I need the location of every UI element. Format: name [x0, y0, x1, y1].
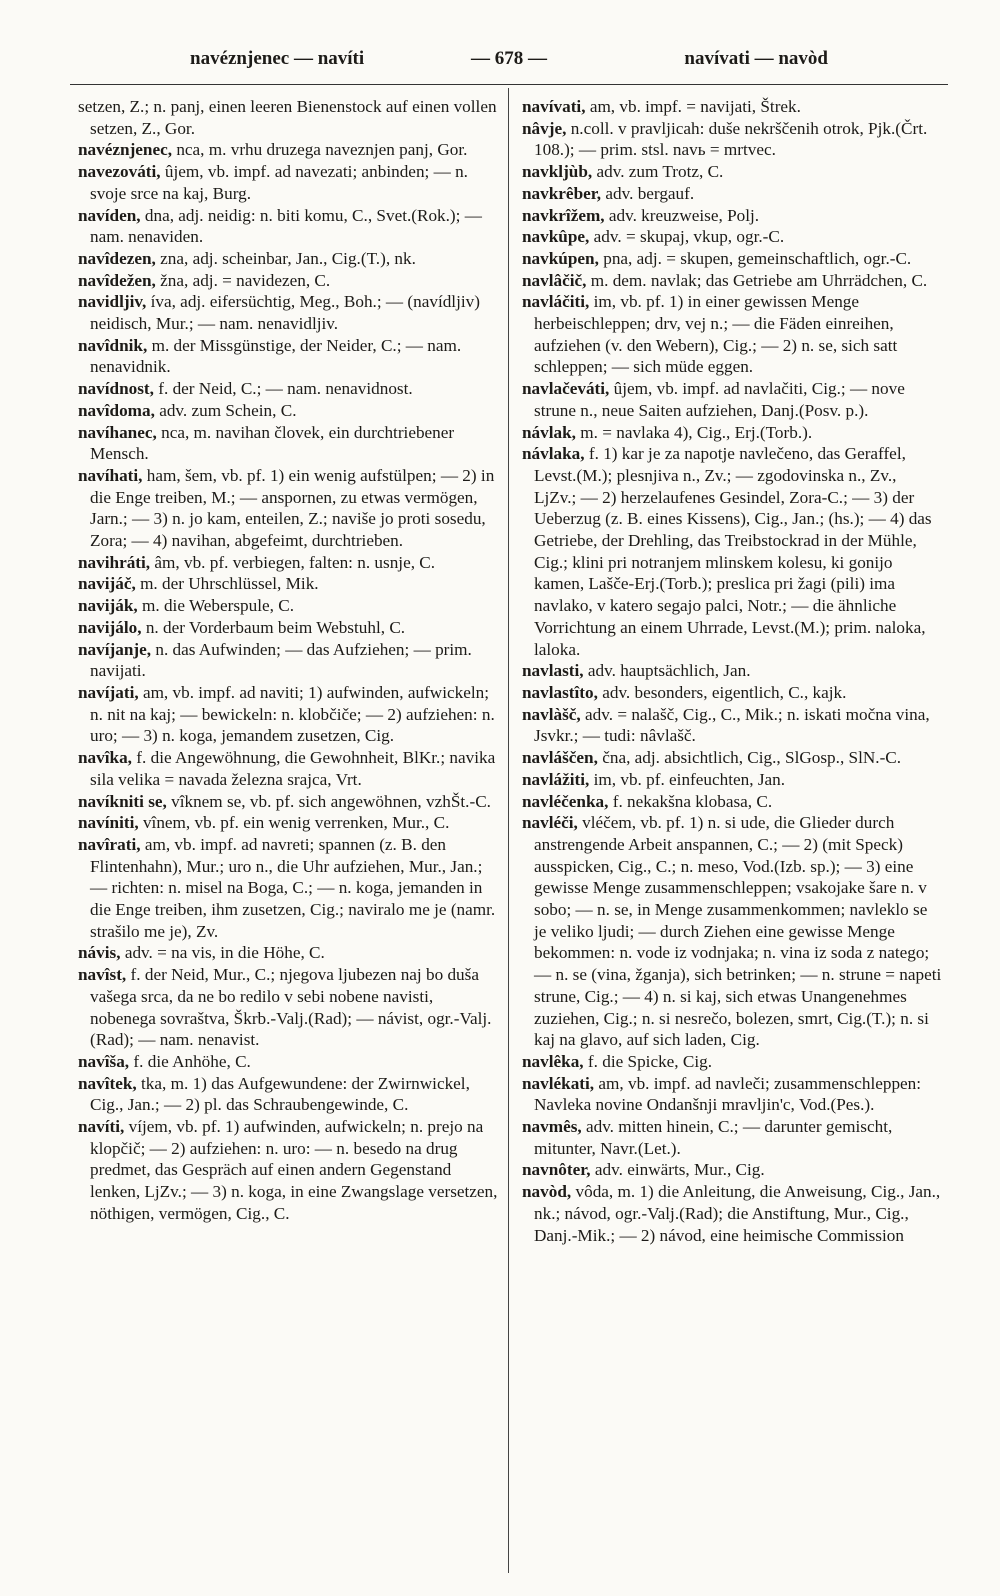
entry-headword: navíhati,	[78, 465, 143, 485]
dictionary-entry	[522, 443, 942, 660]
dictionary-entry	[522, 791, 942, 813]
dictionary-entry	[78, 791, 498, 813]
entry-headword: navkûpe,	[522, 227, 590, 247]
entry-definition: ham, šem, vb. pf. 1) ein wenig aufstülpen; — 2) in die Enge treiben, M.; — anspornen, zu etwas vermögen, Jarn.; — 3) n. jo kam, enteilen, Z.; naviše jo proti sosedu, Zora; — 4) navihan, abgefeimt, durchtrieben.	[90, 465, 495, 551]
dictionary-entry	[78, 400, 498, 422]
entry-definition: m. der Missgünstige, der Neider, C.; — nam. nenavidnik.	[90, 335, 462, 377]
dictionary-entry	[522, 96, 942, 118]
entry-definition: vôda, m. 1) die Anleitung, die Anweisung, Cig., Jan., nk.; návod, ogr.-Valj.(Rad); die Anstiftung, Mur., Cig., Danj.-Mik.; — 2) návod, eine heimische Commission	[534, 1182, 941, 1245]
entry-definition: vîknem se, vb. pf. sich angewöhnen, vzhŠt.-C.	[166, 791, 491, 811]
dictionary-entry	[78, 595, 498, 617]
entry-headword: navíden,	[78, 205, 141, 225]
entry-definition: f. 1) kar je za napotje navlečeno, das Geraffel, Levst.(M.); plesnjiva n., Zv.; — zgodovinska n., Zv., LjZv.; — 2) herzelaufenes Gesindel, Zora-C.; — 3) der Ueberzug (z. B. eines Kissens), Cig., Jan.; (hs.); — 4) das Getriebe, der Drehling, das Treibstockrad in der Mühle, Cig.; klini pri notranjem mlinskem kolesu, ki gonijo kamen, Lašče-Erj.(Torb.); preslica pri žagi (pili) ima navlako, v katero segajo palci, Notr.; — die ähnliche Vorrichtung an einem Uhrrade, Levst.(M.); prim. naloka, laloka.	[534, 444, 932, 659]
entry-definition: m. die Weberspule, C.	[137, 596, 295, 616]
entry-definition: adv. mitten hinein, C.; — darunter gemischt, mitunter, Navr.(Let.).	[534, 1117, 893, 1158]
entry-definition: im, vb. pf. 1) in einer gewissen Menge herbeischleppen; drv, vej n.; — die Fäden einreihen, aufziehen (v. den Webern), Cig.; — 2) n. se, sich satt schleppen; — sich müde eggen.	[534, 292, 898, 377]
entry-headword: návlak,	[522, 422, 576, 442]
entry-definition: m. der Uhrschlüssel, Mik.	[135, 574, 319, 594]
entry-headword: navîrati,	[78, 834, 141, 854]
dictionary-entry	[78, 1051, 498, 1073]
dictionary-entry	[522, 270, 942, 292]
dictionary-entry	[522, 161, 942, 183]
entry-definition: ûjem, vb. impf. ad navezati; anbinden; — n. svoje srce na kaj, Burg.	[90, 162, 468, 203]
entry-definition: adv. = na vis, in die Höhe, C.	[120, 943, 325, 963]
entry-headword: navîka,	[78, 748, 132, 768]
dictionary-entry	[78, 139, 498, 161]
entry-headword: navléči,	[522, 813, 578, 833]
dictionary-entry	[78, 617, 498, 639]
dictionary-entry	[522, 1051, 942, 1073]
entry-headword: navkrîžem,	[522, 205, 605, 225]
entry-headword: navlêka,	[522, 1051, 584, 1071]
entry-definition: pna, adj. = skupen, gemeinschaftlich, ogr.-C.	[598, 248, 912, 268]
dictionary-entry	[522, 682, 942, 704]
entry-definition: f. die Spicke, Cig.	[583, 1051, 713, 1071]
entry-definition: f. der Neid, Mur., C.; njegova ljubezen naj bo duša vašega srca, da ne bo redilo v sebi nobene navisti, nobenega sovraštva, Škrb.-Valj.(Rad); — návist, ogr.-Valj.(Rad); — nam. nenavist.	[90, 965, 492, 1050]
entry-headword: navòd,	[522, 1182, 572, 1202]
entry-definition: f. nekakšna klobasa, C.	[608, 791, 773, 811]
dictionary-entry	[522, 1181, 942, 1246]
dictionary-entry	[522, 118, 942, 161]
dictionary-entry	[522, 378, 942, 421]
entry-definition: ûjem, vb. impf. ad navlačiti, Cig.; — nove strune n., neue Saiten aufziehen, Danj.(Posv. p.).	[534, 379, 905, 420]
entry-definition: adv. = skupaj, vkup, ogr.-C.	[589, 227, 785, 247]
entry-headword: navíkniti se,	[78, 791, 167, 811]
entry-definition: adv. zum Schein, C.	[154, 400, 297, 420]
entry-definition: setzen, Z.; n. panj, einen leeren Bienenstock auf einen vollen setzen, Z., Gor.	[78, 97, 497, 138]
entry-headword: navîtek,	[78, 1073, 137, 1093]
entry-headword: navlačeváti,	[522, 379, 610, 399]
entry-definition: víjem, vb. pf. 1) aufwinden, aufwickeln; n. prejo na klopčič; — 2) aufziehen: n. uro: — n. besedo na drug predmet, das Gespräch auf einen andern Gegenstand lenken, LjZv.; — 3) n. koga, in eine Zwangslage versetzen, nöthigen, vermögen, Cig., C.	[90, 1117, 498, 1223]
entry-headword: navíhanec,	[78, 422, 157, 442]
entry-headword: naviják,	[78, 596, 138, 616]
dictionary-entry	[78, 378, 498, 400]
dictionary-entry	[78, 270, 498, 292]
entry-headword: navláščen,	[522, 748, 598, 768]
entry-headword: navîst,	[78, 965, 127, 985]
dictionary-entry	[522, 248, 942, 270]
entry-headword: navlastîto,	[522, 682, 598, 702]
entry-definition: adv. = nalašč, Cig., C., Mik.; n. iskati močna vina, Jsvkr.; — tudi: nâvlašč.	[534, 704, 930, 746]
dictionary-entry	[522, 704, 942, 747]
entry-definition: íva, adj. eifersüchtig, Meg., Boh.; — (navídljiv) neidisch, Mur.; — nam. nenavidljiv.	[90, 292, 480, 334]
entry-definition: tka, m. 1) das Aufgewundene: der Zwirnwickel, Cig., Jan.; — 2) pl. das Schraubengewinde, C.	[90, 1073, 470, 1115]
entry-headword: navijálo,	[78, 617, 142, 637]
dictionary-entry	[78, 942, 498, 964]
dictionary-entry	[78, 682, 498, 747]
header-rule	[70, 84, 948, 85]
entry-headword: navléčenka,	[522, 791, 609, 811]
entry-definition: čna, adj. absichtlich, Cig., SlGosp., SlN.-C.	[597, 748, 902, 768]
entry-definition: žna, adj. = navidezen, C.	[155, 270, 331, 290]
entry-definition: nca, m. navihan človek, ein durchtriebener Mensch.	[90, 422, 455, 464]
entry-headword: navlážiti,	[522, 769, 590, 789]
dictionary-entry	[522, 660, 942, 682]
entry-definition: n. das Aufwinden; — das Aufziehen; — prim. navijati.	[90, 639, 472, 681]
dictionary-entry	[78, 96, 498, 139]
header-right-guideword: navívati — navòd	[684, 48, 828, 69]
entry-headword: navîdežen,	[78, 270, 156, 290]
entry-headword: navihráti,	[78, 552, 151, 572]
entry-headword: navidljiv,	[78, 292, 147, 312]
dictionary-entry	[522, 1073, 942, 1116]
entry-definition: m. dem. navlak; das Getriebe am Uhrrädchen, C.	[586, 270, 928, 290]
dictionary-entry	[522, 1116, 942, 1159]
dictionary-entry	[78, 161, 498, 204]
entry-headword: navezováti,	[78, 162, 161, 182]
entry-definition: adv. bergauf.	[601, 183, 695, 203]
entry-headword: navíjanje,	[78, 639, 152, 659]
dictionary-entry	[78, 639, 498, 682]
dictionary-entry	[78, 573, 498, 595]
dictionary-entry	[78, 465, 498, 552]
dictionary-entry	[522, 769, 942, 791]
page-header	[70, 48, 948, 78]
entry-headword: návlaka,	[522, 444, 585, 464]
entry-headword: navîša,	[78, 1051, 130, 1071]
dictionary-entry	[78, 552, 498, 574]
entry-headword: navkrêber,	[522, 183, 602, 203]
entry-headword: návis,	[78, 943, 121, 963]
entry-definition: adv. hauptsächlich, Jan.	[583, 661, 751, 681]
entry-headword: navîdezen,	[78, 248, 156, 268]
entry-definition: nca, m. vrhu druzega naveznjen panj, Gor.	[172, 140, 468, 160]
entry-headword: navláčiti,	[522, 292, 590, 312]
entry-definition: im, vb. pf. einfeuchten, Jan.	[589, 769, 786, 789]
entry-headword: nâvje,	[522, 118, 567, 138]
entry-headword: navíti,	[78, 1117, 125, 1137]
entry-definition: am, vb. impf. ad naviti; 1) aufwinden, aufwickeln; n. nit na kaj; — bewickeln: n. klobčiče; — 2) aufziehen: n. uro; — 3) n. koga, jemandem zusetzen, Cig.	[90, 682, 495, 746]
entry-definition: adv. einwärts, Mur., Cig.	[590, 1160, 765, 1180]
entry-headword: navíjati,	[78, 682, 139, 702]
dictionary-entry	[78, 834, 498, 943]
dictionary-entry	[522, 1159, 942, 1181]
entry-definition: âm, vb. pf. verbiegen, falten: n. usnje, C.	[150, 552, 436, 572]
dictionary-entry	[522, 422, 942, 444]
entry-definition: dna, adj. neidig: n. biti komu, C., Svet.(Rok.); — nam. nenaviden.	[90, 205, 482, 247]
entry-definition: f. die Anhöhe, C.	[129, 1051, 251, 1071]
entry-definition: vléčem, vb. pf. 1) n. si ude, die Glieder durch anstrengende Arbeit anspannen, C.; — 2) (mit Speck) ausspicken, Cig., C.; n. meso, Vod.(Izb. sp.); — 3) eine gewisse Menge zusammenschleppen; vsakojake šare n. v sobo; — n. se, in Menge zusammenkommen; navleklo se je veliko ljudi; — durch Ziehen eine gewisse Menge bekommen: n. vode iz vodnjaka; n. vina iz soda z natego; — n. se (vina, žganja), sich betrinken; — n. strune = napeti strune, Cig.; — 4) n. si kaj, sich etwas Unangenehmes zuziehen, Cig.; n. si nesrečo, bolezen, smrt, Cig.(T.); n. si kaj na glavo, auf sich laden, Cig.	[534, 813, 942, 1050]
entry-definition: n. der Vorderbaum beim Webstuhl, C.	[141, 617, 406, 637]
entry-headword: navîdoma,	[78, 400, 155, 420]
entry-headword: navlékati,	[522, 1073, 595, 1093]
entry-headword: navlasti,	[522, 661, 584, 681]
entry-definition: f. der Neid, C.; — nam. nenavidnost.	[153, 379, 413, 399]
entry-definition: adv. zum Trotz, C.	[592, 162, 724, 182]
entry-definition: n.coll. v pravljicah: duše nekrščenih otrok, Pjk.(Črt. 108.); — prim. stsl. navь = mrtvec.	[534, 118, 928, 160]
entry-headword: navnôter,	[522, 1160, 591, 1180]
dictionary-entry	[78, 812, 498, 834]
left-column	[78, 96, 498, 1225]
entry-headword: navívati,	[522, 97, 586, 116]
entry-headword: navídnost,	[78, 379, 154, 399]
dictionary-entry	[522, 291, 942, 378]
entry-headword: navéznjenec,	[78, 140, 173, 160]
entry-headword: navijáč,	[78, 574, 136, 594]
dictionary-entry	[78, 291, 498, 334]
entry-definition: adv. besonders, eigentlich, C., kajk.	[597, 682, 847, 702]
entry-definition: f. die Angewöhnung, die Gewohnheit, BlKr.; navika sila velika = navada železna srajca, Vrt.	[90, 748, 496, 789]
dictionary-entry	[522, 747, 942, 769]
entry-definition: am, vb. impf. ad navleči; zusammenschleppen: Navleka novine Ondanšnji mravljin'c, Vod.(Pes.).	[534, 1073, 922, 1115]
right-column	[522, 96, 942, 1246]
entry-headword: navmês,	[522, 1117, 582, 1137]
column-divider	[508, 88, 509, 1573]
dictionary-entry	[78, 335, 498, 378]
dictionary-entry	[522, 183, 942, 205]
header-left-guideword: navéznjenec — navíti	[190, 48, 365, 69]
dictionary-entry	[78, 205, 498, 248]
entry-headword: navîdnik,	[78, 335, 148, 355]
dictionary-entry	[78, 747, 498, 790]
entry-definition: vînem, vb. pf. ein wenig verrenken, Mur., C.	[138, 813, 450, 833]
entry-headword: navlâčič,	[522, 270, 587, 290]
entry-definition: adv. kreuzweise, Polj.	[604, 205, 760, 225]
page-number: — 678 —	[471, 48, 547, 69]
entry-headword: navkúpen,	[522, 248, 599, 268]
dictionary-entry	[78, 422, 498, 465]
entry-definition: am, vb. impf. = navijati, Štrek.	[585, 97, 801, 116]
entry-definition: zna, adj. scheinbar, Jan., Cig.(T.), nk.	[155, 248, 416, 268]
entry-headword: navíniti,	[78, 813, 139, 833]
dictionary-entry	[78, 1116, 498, 1225]
dictionary-entry	[78, 248, 498, 270]
dictionary-entry	[78, 964, 498, 1051]
dictionary-entry	[522, 205, 942, 227]
dictionary-entry	[522, 226, 942, 248]
entry-definition: am, vb. impf. ad navreti; spannen (z. B. den Flintenhahn), Mur.; uro n., die Uhr aufziehen, Mur., Jan.; — richten: n. misel na Boga, C.; — n. koga, jemanden in die Enge treiben, ihm zusetzen, Cig.; naviralo me je (namr. strašilo me je), Zv.	[90, 834, 496, 941]
entry-headword: navkljùb,	[522, 162, 593, 182]
dictionary-entry	[522, 812, 942, 1051]
entry-definition: m. = navlaka 4), Cig., Erj.(Torb.).	[575, 422, 813, 442]
entry-headword: navlàšč,	[522, 704, 581, 724]
dictionary-entry	[78, 1073, 498, 1116]
